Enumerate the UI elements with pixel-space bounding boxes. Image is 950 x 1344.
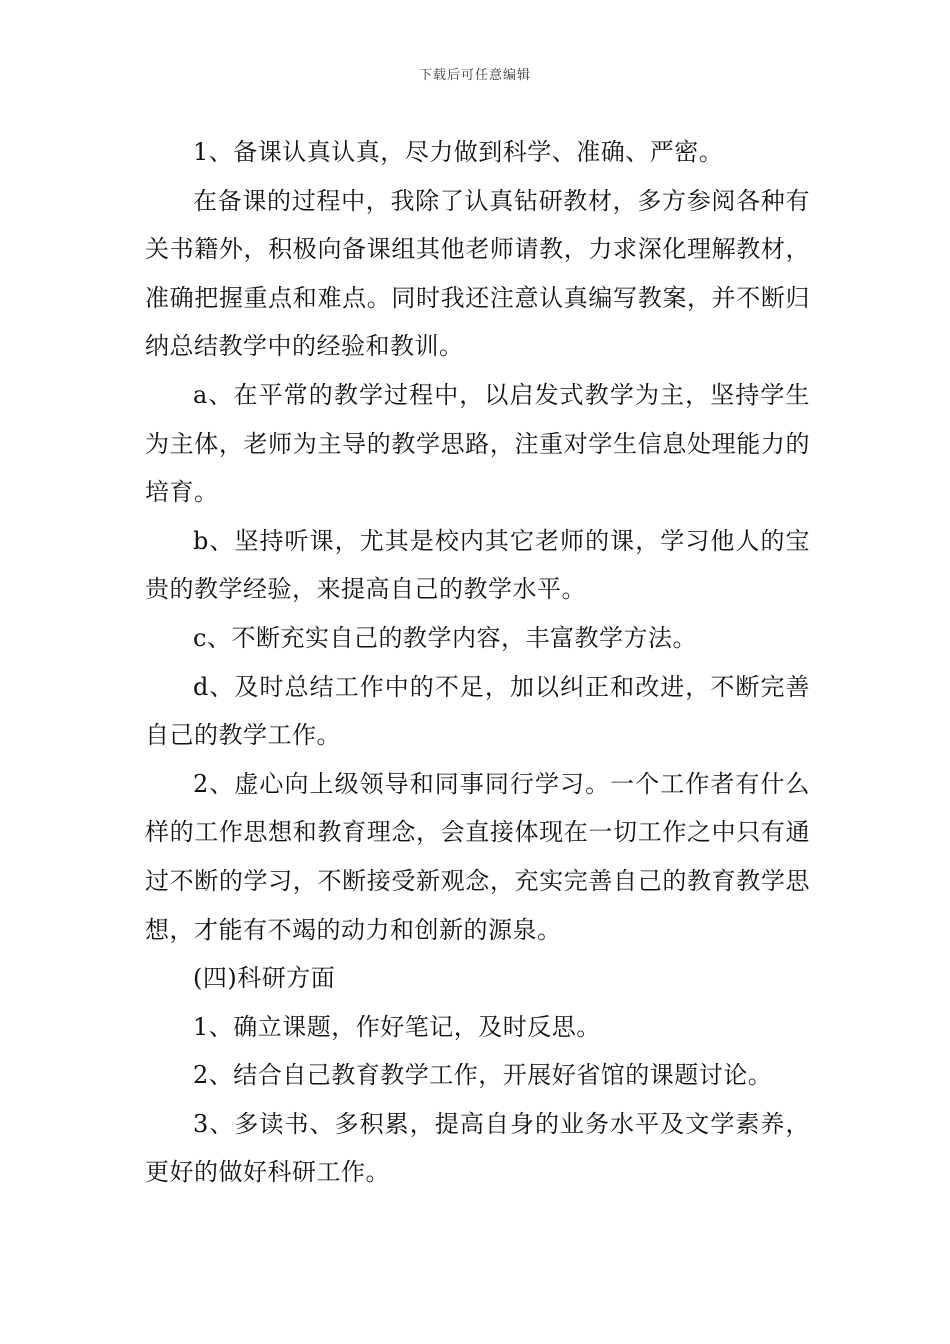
page-header: 下载后可任意编辑 bbox=[418, 68, 531, 83]
paragraph-7: 2、虚心向上级领导和同事同行学习。一个工作者有什么样的工作思想和教育理念，会直接体现在一切工作之中只有通过不断的学习，不断接受新观念，充实完善自己的教育教学思想，才能有不竭的动力和创新的源泉。 bbox=[145, 769, 810, 944]
paragraph-5: c、不断充实自己的教学内容，丰富教学方法。 bbox=[193, 623, 697, 652]
paragraph-10: 2、结合自己教育教学工作，开展好省馆的课题讨论。 bbox=[193, 1061, 773, 1090]
paragraph-3: a、在平常的教学过程中，以启发式教学为主，坚持学生为主体，老师为主导的教学思路，注重对学生信息处理能力的培育。 bbox=[145, 380, 810, 507]
paragraph-2: 在备课的过程中，我除了认真钻研教材，多方参阅各种有关书籍外，积极向备课组其他老师请教，力求深化理解教材，准确把握重点和难点。同时我还注意认真编写教案，并不断归纳总结教学中的经验和教训。 bbox=[145, 186, 810, 361]
document-body bbox=[145, 128, 810, 1197]
paragraph-11: 3、多读书、多积累，提高自身的业务水平及文学素养，更好的做好科研工作。 bbox=[145, 1109, 810, 1187]
paragraph-1: 1、备课认真认真，尽力做到科学、准确、严密。 bbox=[193, 138, 724, 166]
section-heading: (四)科研方面 bbox=[193, 964, 336, 993]
paragraph-6: d、及时总结工作中的不足，加以纠正和改进，不断完善自己的教学工作。 bbox=[145, 672, 810, 750]
paragraph-9: 1、确立课题，作好笔记，及时反思。 bbox=[193, 1012, 601, 1041]
paragraph-4: b、坚持听课，尤其是校内其它老师的课，学习他人的宝贵的教学经验，来提高自己的教学水平。 bbox=[145, 526, 810, 604]
